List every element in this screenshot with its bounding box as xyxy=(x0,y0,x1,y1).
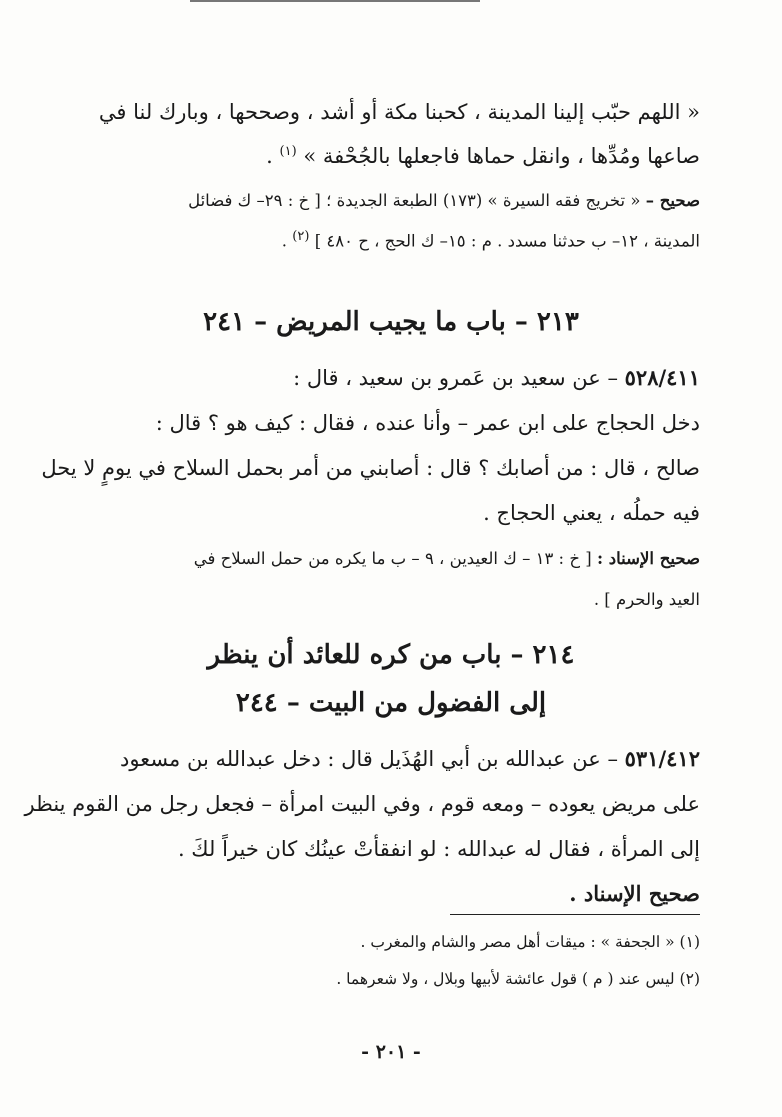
hadith-411-grade-line-2: العيد والحرم ] . xyxy=(593,590,700,609)
text-line-2 xyxy=(82,144,700,169)
hadith-411-line-2: دخل الحجاج على ابن عمر – وأنا عنده ، فقال : كيف هو ؟ قال : xyxy=(155,411,700,435)
citation-text-1: « تخريج فقه السيرة » (١٧٣) الطبعة الجديدة ؛ [ خ : ٢٩– ك فضائل xyxy=(188,191,641,210)
footnote-rule xyxy=(450,914,700,915)
hadith-411-line-3: صالح ، قال : من أصابك ؟ قال : أصابني من أمر بحمل السلاح في يومٍ لا يحل xyxy=(41,456,700,480)
chapter-heading-214-line-2: إلى الفضول من البيت – ٢٤٤ xyxy=(235,688,547,718)
hadith-number-412: ٥٣١/٤١٢ xyxy=(624,746,700,771)
hadith-411-line-4: فيه حملُه ، يعني الحجاج . xyxy=(483,501,700,525)
footnote-2 xyxy=(82,970,700,989)
citation-text-2: المدينة ، ١٢– ب حدثنا مسدد . م : ١٥– ك الحج ، ح ٤٨٠ ] xyxy=(314,231,700,251)
citation-line-2 xyxy=(82,229,700,251)
text-line-2-main: صاعها ومُدِّها ، وانقل حماها فاجعلها بالجُحْفة » xyxy=(303,144,700,168)
footnote-2-marker: (٢) xyxy=(679,970,700,988)
hadith-411-citation: [ خ : ١٣ – ك العيدين ، ٩ – ب ما يكره من حمل السلاح في xyxy=(193,549,592,568)
hadith-412-line-2: على مريض يعوده – ومعه قوم ، وفي البيت امرأة – فجعل رجل من القوم ينظر xyxy=(24,792,700,816)
hadith-412-intro: – عن عبدالله بن أبي الهُذَيل قال : دخل عبدالله بن مسعود xyxy=(119,747,618,771)
hadith-number-411: ٥٢٨/٤١١ xyxy=(624,365,700,390)
hadith-412-line-1 xyxy=(82,746,700,772)
footnote-ref-2: (٢) xyxy=(292,229,310,244)
hadith-411-line-1 xyxy=(82,365,700,391)
citation-line-1 xyxy=(82,191,700,211)
text-line-1: « اللهم حبّب إلينا المدينة ، كحبنا مكة أو أشد ، وصححها ، وبارك لنا في xyxy=(98,100,700,124)
footnote-1 xyxy=(82,933,700,952)
footnote-2-text: ليس عند ( م ) قول عائشة لأبيها وبلال ، ولا شعرهما . xyxy=(336,970,675,988)
top-rule xyxy=(190,0,480,2)
footnote-ref-1: (١) xyxy=(279,144,297,159)
hadith-411-intro: – عن سعيد بن عَمرو بن سعيد ، قال : xyxy=(293,366,618,390)
hadith-412-grade: صحيح الإسناد . xyxy=(569,881,700,906)
grade-label: صحيح الإسناد : xyxy=(596,549,700,568)
footnote-1-text: « الجحفة » : ميقات أهل مصر والشام والمغرب . xyxy=(360,933,675,951)
text-line-2-end: . xyxy=(266,144,273,168)
chapter-heading-213: ٢١٣ – باب ما يجيب المريض – ٢٤١ xyxy=(203,307,579,337)
citation-text-2-end: . xyxy=(281,231,288,251)
grade-label: صحيح – xyxy=(645,191,700,210)
hadith-411-grade-line-1 xyxy=(82,549,700,569)
page-number: - ٢٠١ - xyxy=(361,1041,421,1063)
footnote-1-marker: (١) xyxy=(679,933,700,951)
hadith-412-line-3: إلى المرأة ، فقال له عبدالله : لو انفقأتْ عينُك كان خيراً لكَ . xyxy=(177,837,700,861)
chapter-heading-214-line-1: ٢١٤ – باب من كره للعائد أن ينظر xyxy=(207,640,575,670)
